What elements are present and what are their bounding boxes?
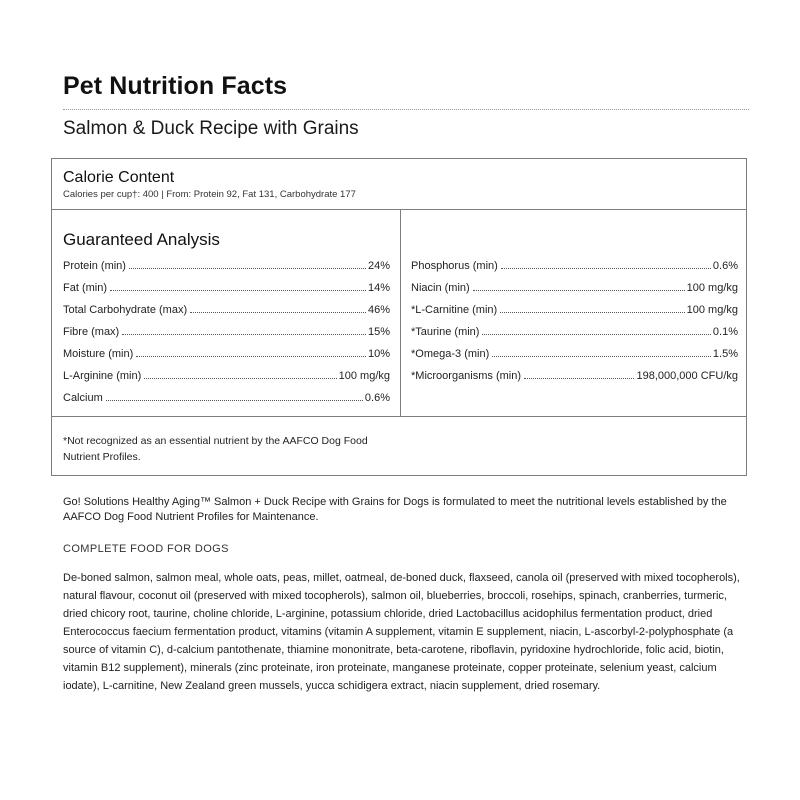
nutrient-label: *Taurine (min)	[411, 326, 480, 338]
nutrient-label: Protein (min)	[63, 260, 126, 272]
nutrient-label: *Omega-3 (min)	[411, 348, 490, 360]
nutrient-value: 100 mg/kg	[686, 304, 738, 316]
guaranteed-analysis-section	[52, 210, 746, 417]
nutrient-label: Niacin (min)	[411, 282, 470, 294]
nutrient-value: 0.1%	[712, 326, 738, 338]
nutrient-row-l-arginine	[63, 366, 390, 382]
nutrition-panel	[51, 158, 747, 476]
nutrient-value: 100 mg/kg	[338, 370, 390, 382]
nutrient-row-niacin	[411, 278, 738, 294]
dot-leader	[110, 290, 366, 291]
nutrient-row-calcium	[63, 388, 390, 404]
title-divider	[63, 109, 749, 110]
calorie-details: Calories per cup†: 400 | From: Protein 92, Fat 131, Carbohydrate 177	[63, 189, 356, 200]
nutrient-label: Moisture (min)	[63, 348, 134, 360]
nutrient-label: Fat (min)	[63, 282, 107, 294]
nutrient-row-protein	[63, 256, 390, 272]
nutrient-value: 100 mg/kg	[686, 282, 738, 294]
dot-leader	[482, 334, 710, 335]
nutrient-value: 198,000,000 CFU/kg	[636, 370, 738, 382]
dot-leader	[492, 356, 711, 357]
nutrient-row-microorganisms	[411, 366, 738, 382]
aafco-footnote: *Not recognized as an essential nutrient by the AAFCO Dog Food Nutrient Profiles.	[63, 435, 368, 463]
dot-leader	[524, 378, 634, 379]
nutrient-label: Calcium	[63, 392, 103, 404]
dot-leader	[190, 312, 366, 313]
ingredients-list: De-boned salmon, salmon meal, whole oats, peas, millet, oatmeal, de-boned duck, flaxseed, canola oil (preserved with mixed tocopherols), natural flavour, coconut oil (preserved with mixed tocopherols), salmon oil, blueberries, broccoli, rosehips, spinach, cranberries, turmeric, dried chicory root, taurine, choline chloride, L-arginine, potassium chloride, dried Lactobacillus acidophilus fermentation product, dried Enterococcus faecium fermentation product, vitamins (vitamin A supplement, vitamin E supplement, niacin, L-ascorbyl-2-polyphosphate (a source of vitamin C), d-calcium pantothenate, thiamine mononitrate, beta-carotene, riboflavin, pyridoxine hydrochloride, folic acid, biotin, vitamin B12 supplement), minerals (zinc proteinate, iron proteinate, manganese proteinate, copper proteinate, selenium yeast, calcium iodate), L-carnitine, New Zealand green mussels, yucca schidigera extract, niacin supplement, dried rosemary.	[63, 572, 740, 692]
nutrient-value: 15%	[367, 326, 390, 338]
nutrient-label: L-Arginine (min)	[63, 370, 142, 382]
nutrient-row-moisture	[63, 344, 390, 360]
nutrient-row-l-carnitine	[411, 300, 738, 316]
nutrient-row-omega-3	[411, 344, 738, 360]
column-divider	[400, 210, 401, 416]
nutrient-value: 10%	[367, 348, 390, 360]
page-subtitle: Salmon & Duck Recipe with Grains	[63, 118, 359, 139]
calorie-section	[52, 159, 746, 210]
dot-leader	[501, 268, 711, 269]
nutrient-value: 1.5%	[712, 348, 738, 360]
nutrient-label: *Microorganisms (min)	[411, 370, 522, 382]
dot-leader	[129, 268, 366, 269]
nutrient-row-fat	[63, 278, 390, 294]
dot-leader	[122, 334, 366, 335]
nutrient-value: 0.6%	[364, 392, 390, 404]
dot-leader	[136, 356, 366, 357]
nutrient-row-phosphorus	[411, 256, 738, 272]
calorie-title: Calorie Content	[63, 169, 175, 186]
nutrient-row-taurine	[411, 322, 738, 338]
page-title: Pet Nutrition Facts	[63, 72, 288, 100]
nutrient-label: Total Carbohydrate (max)	[63, 304, 188, 316]
nutrient-value: 14%	[367, 282, 390, 294]
nutrient-label: Phosphorus (min)	[411, 260, 498, 272]
nutrient-value: 24%	[367, 260, 390, 272]
nutrient-row-fibre	[63, 322, 390, 338]
dot-leader	[106, 400, 363, 401]
nutrient-label: *L-Carnitine (min)	[411, 304, 498, 316]
nutrient-row-carbohydrate	[63, 300, 390, 316]
nutrient-label: Fibre (max)	[63, 326, 120, 338]
dot-leader	[144, 378, 336, 379]
analysis-title: Guaranteed Analysis	[63, 230, 220, 249]
nutrient-value: 46%	[367, 304, 390, 316]
dot-leader	[473, 290, 685, 291]
dot-leader	[500, 312, 684, 313]
nutrient-value: 0.6%	[712, 260, 738, 272]
section-label: COMPLETE FOOD FOR DOGS	[63, 543, 229, 555]
aafco-statement: Go! Solutions Healthy Aging™ Salmon + Duck Recipe with Grains for Dogs is formulated to meet the nutritional levels established by the AAFCO Dog Food Nutrient Profiles for Maintenance.	[63, 496, 727, 523]
